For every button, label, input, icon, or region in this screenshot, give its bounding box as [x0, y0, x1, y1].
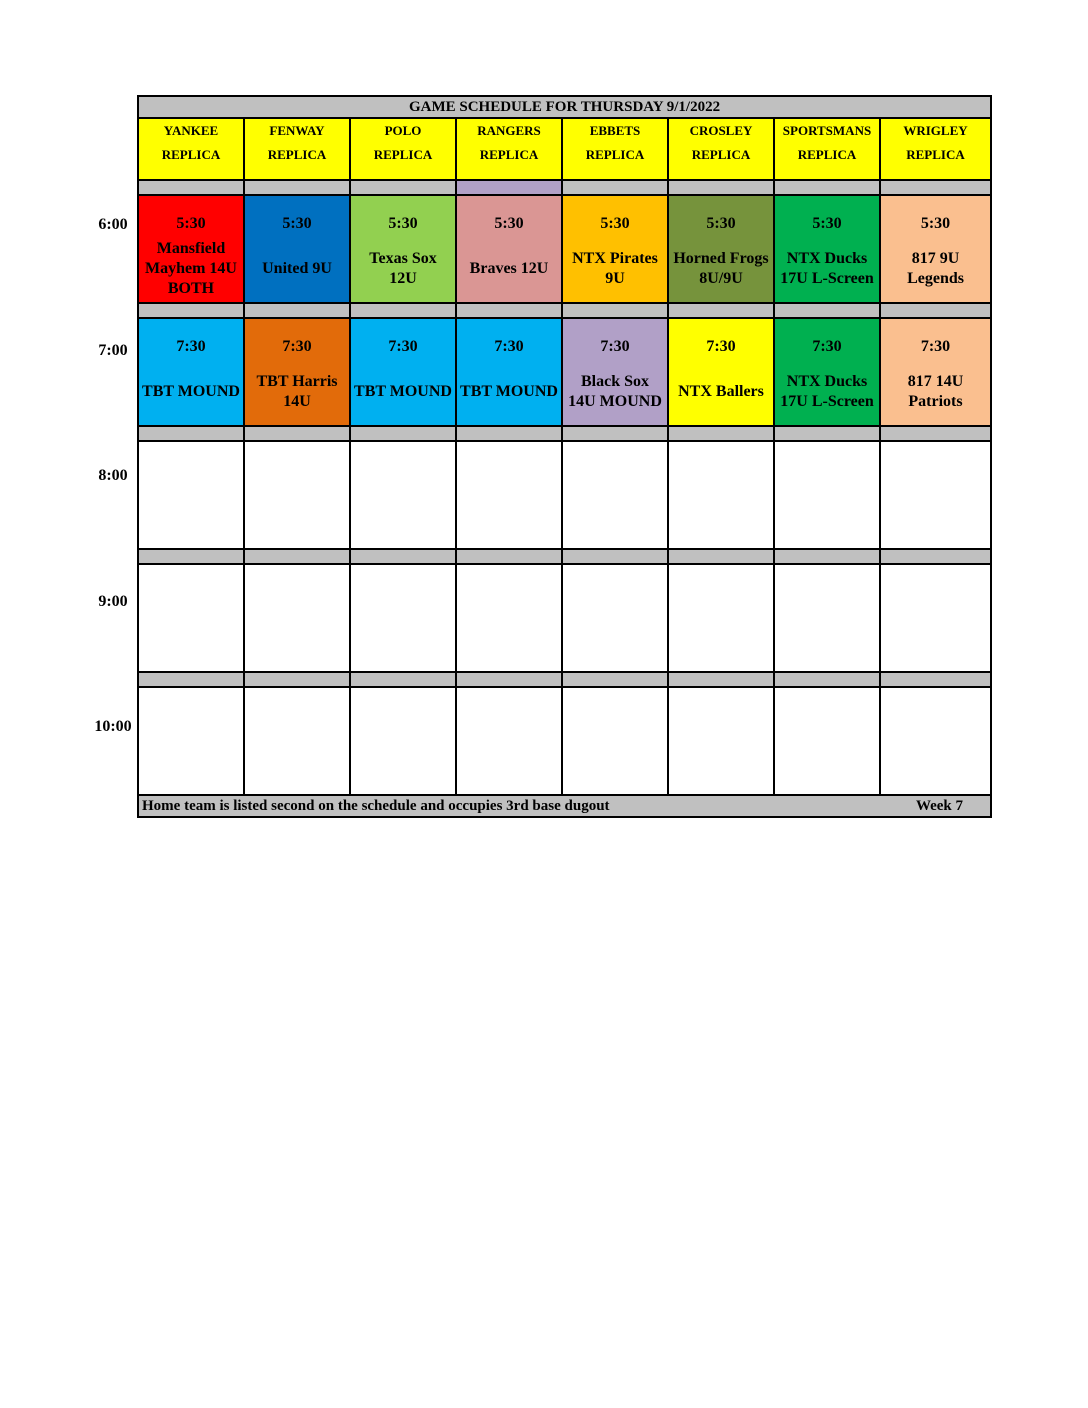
game-cell: [456, 318, 562, 426]
separator-cell: [562, 672, 668, 687]
game-cell: [668, 687, 774, 795]
separator-cell: [880, 180, 991, 195]
game-cell: [244, 318, 350, 426]
game-time: 7:30: [600, 338, 630, 355]
game-cell: [350, 687, 456, 795]
game-cell: [138, 687, 244, 795]
separator-cell: [456, 426, 562, 441]
field-header: [668, 118, 774, 180]
game-time: 5:30: [706, 215, 736, 232]
game-cell: [350, 195, 456, 303]
game-time: 7:30: [812, 338, 842, 355]
game-time: 5:30: [812, 215, 842, 232]
separator-cell: [244, 180, 350, 195]
game-cell: [562, 564, 668, 672]
game-cell: [562, 441, 668, 549]
field-subtitle: REPLICA: [161, 147, 221, 162]
game-team: NTX Ducks 17U L-Screen: [780, 373, 874, 410]
game-team: TBT MOUND: [142, 383, 240, 400]
field-name: SPORTSMANS: [782, 123, 872, 138]
separator-cell: [880, 426, 991, 441]
field-name: POLO: [384, 123, 422, 138]
separator-row: [138, 426, 991, 441]
field-header: [880, 118, 991, 180]
game-cell: [456, 195, 562, 303]
game-cell: [668, 195, 774, 303]
separator-cell: [456, 180, 562, 195]
game-team: United 9U: [262, 260, 332, 277]
time-slot-row: [138, 318, 991, 426]
time-slot-row: [138, 687, 991, 795]
footer-week: Week 7: [915, 798, 964, 814]
field-header: [774, 118, 880, 180]
schedule-sheet: [137, 95, 990, 818]
time-slot-row: [138, 564, 991, 672]
game-team: TBT MOUND: [354, 383, 452, 400]
game-team: Mansfield Mayhem 14U BOTH: [145, 240, 237, 297]
game-cell: [774, 318, 880, 426]
separator-cell: [774, 549, 880, 564]
time-label: 9:00: [98, 593, 128, 610]
field-header-row: [138, 118, 991, 180]
time-slot-row: [138, 195, 991, 303]
game-cell: [244, 687, 350, 795]
separator-cell: [138, 426, 244, 441]
field-subtitle: REPLICA: [906, 147, 965, 162]
field-subtitle: REPLICA: [267, 147, 327, 162]
time-label: 6:00: [98, 216, 128, 233]
field-name: YANKEE: [163, 123, 219, 138]
time-label: 8:00: [98, 467, 128, 484]
game-cell: [668, 441, 774, 549]
time-slot-row: [138, 441, 991, 549]
field-header: [244, 118, 350, 180]
separator-cell: [244, 672, 350, 687]
field-header: [456, 118, 562, 180]
field-subtitle: REPLICA: [797, 147, 857, 162]
game-cell: [456, 564, 562, 672]
game-cell: [350, 318, 456, 426]
schedule-footer: [138, 795, 991, 817]
game-time: 7:30: [494, 338, 524, 355]
game-team: TBT Harris 14U: [256, 373, 338, 410]
separator-cell: [244, 549, 350, 564]
time-label: 7:00: [98, 342, 128, 359]
field-name: RANGERS: [477, 123, 541, 138]
separator-cell: [774, 180, 880, 195]
separator-cell: [350, 672, 456, 687]
game-team: 817 9U Legends: [907, 250, 964, 287]
game-time: 7:30: [920, 338, 951, 355]
separator-cell: [350, 303, 456, 318]
game-cell: [456, 687, 562, 795]
game-time: 5:30: [494, 215, 524, 232]
game-cell: [350, 441, 456, 549]
separator-cell: [774, 303, 880, 318]
separator-cell: [350, 180, 456, 195]
separator-cell: [668, 426, 774, 441]
game-cell: [880, 564, 991, 672]
field-subtitle: REPLICA: [373, 147, 433, 162]
game-cell: [456, 441, 562, 549]
field-subtitle: REPLICA: [585, 147, 645, 162]
separator-cell: [562, 180, 668, 195]
schedule-title: GAME SCHEDULE FOR THURSDAY 9/1/2022: [138, 96, 991, 118]
game-time: 7:30: [176, 338, 206, 355]
separator-cell: [244, 426, 350, 441]
separator-cell: [668, 672, 774, 687]
game-cell: [244, 441, 350, 549]
field-subtitle: REPLICA: [691, 147, 751, 162]
game-team: Horned Frogs 8U/9U: [673, 250, 769, 287]
game-team: Texas Sox 12U: [369, 250, 437, 287]
game-team: NTX Ducks 17U L-Screen: [780, 250, 874, 287]
field-header: [350, 118, 456, 180]
game-cell: [774, 687, 880, 795]
time-label: 10:00: [94, 718, 132, 735]
separator-cell: [138, 303, 244, 318]
game-time: 5:30: [388, 215, 418, 232]
separator-cell: [774, 672, 880, 687]
field-name: CROSLEY: [689, 123, 753, 138]
game-cell: [668, 564, 774, 672]
separator-row: [138, 672, 991, 687]
game-team: TBT MOUND: [460, 383, 558, 400]
game-cell: [774, 441, 880, 549]
game-cell: [562, 195, 668, 303]
separator-cell: [456, 672, 562, 687]
separator-cell: [138, 180, 244, 195]
separator-cell: [350, 426, 456, 441]
game-team: Braves 12U: [469, 260, 549, 277]
separator-cell: [456, 549, 562, 564]
game-cell: [138, 441, 244, 549]
game-time: 7:30: [706, 338, 736, 355]
game-cell: [880, 441, 991, 549]
game-cell: [138, 564, 244, 672]
game-time: 7:30: [282, 338, 312, 355]
separator-cell: [880, 672, 991, 687]
game-cell: [138, 195, 244, 303]
game-time: 5:30: [600, 215, 630, 232]
game-cell: [880, 687, 991, 795]
footer-note: Home team is listed second on the schedule and occupies 3rd base dugout: [142, 798, 610, 814]
field-name: WRIGLEY: [903, 123, 968, 138]
field-subtitle: REPLICA: [479, 147, 539, 162]
separator-cell: [350, 549, 456, 564]
separator-cell: [668, 180, 774, 195]
game-cell: [880, 195, 991, 303]
field-header: [562, 118, 668, 180]
separator-cell: [138, 549, 244, 564]
separator-cell: [880, 303, 991, 318]
field-name: EBBETS: [589, 123, 641, 138]
game-team: 817 14U Patriots: [907, 373, 964, 410]
separator-cell: [880, 549, 991, 564]
game-cell: [668, 318, 774, 426]
game-team: NTX Ballers: [678, 383, 764, 400]
game-cell: [774, 564, 880, 672]
game-time: 5:30: [176, 215, 206, 232]
game-cell: [880, 318, 991, 426]
game-team: NTX Pirates 9U: [572, 250, 658, 287]
schedule-table: [137, 95, 992, 818]
separator-cell: [244, 303, 350, 318]
separator-cell: [774, 426, 880, 441]
field-name: FENWAY: [269, 123, 325, 138]
separator-cell: [456, 303, 562, 318]
separator-cell: [562, 426, 668, 441]
game-cell: [774, 195, 880, 303]
separator-cell: [562, 303, 668, 318]
game-time: 5:30: [920, 215, 951, 232]
game-cell: [244, 195, 350, 303]
separator-cell: [668, 549, 774, 564]
game-time: 7:30: [388, 338, 418, 355]
game-team: Black Sox 14U MOUND: [568, 373, 662, 410]
separator-row: [138, 549, 991, 564]
game-time: 5:30: [282, 215, 312, 232]
separator-cell: [562, 549, 668, 564]
game-cell: [562, 318, 668, 426]
separator-cell: [138, 672, 244, 687]
separator-cell: [668, 303, 774, 318]
separator-row: [138, 303, 991, 318]
game-cell: [562, 687, 668, 795]
separator-row: [138, 180, 991, 195]
field-header: [138, 118, 244, 180]
game-cell: [138, 318, 244, 426]
game-cell: [244, 564, 350, 672]
game-cell: [350, 564, 456, 672]
